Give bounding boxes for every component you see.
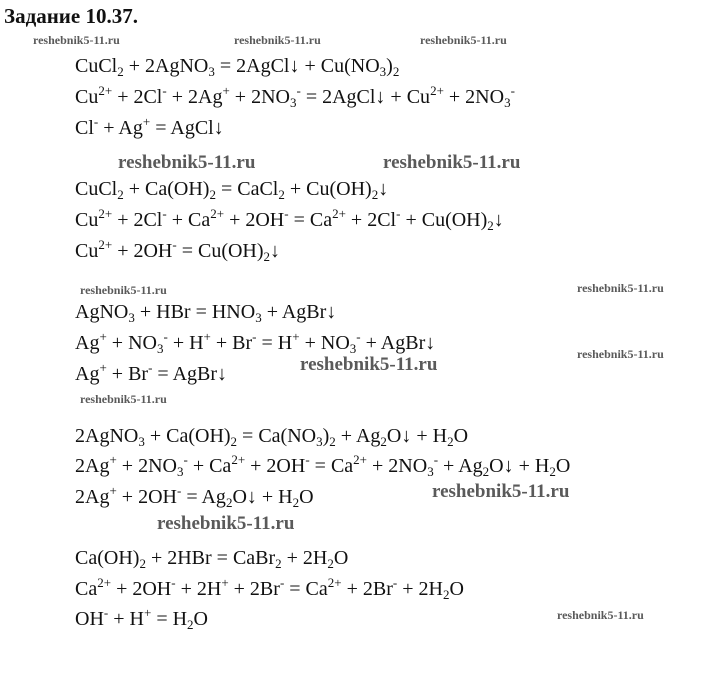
superscript: -: [103, 605, 109, 620]
equation-text: = H: [256, 332, 293, 354]
equation-text: + 2Cl: [112, 209, 163, 231]
task-title: Задание 10.37.: [4, 4, 138, 28]
subscript: 2: [117, 187, 124, 202]
superscript: -: [162, 83, 167, 98]
equation-text: + 2Br: [228, 578, 280, 600]
equation-text: O: [453, 425, 469, 447]
equation-text: = Ag: [181, 486, 226, 508]
superscript: +: [143, 605, 152, 620]
equation-text: ): [322, 425, 330, 447]
equation-line: [75, 362, 227, 386]
equation-text: + 2NO: [116, 455, 177, 477]
superscript: 2+: [210, 206, 225, 221]
superscript: -: [172, 237, 177, 252]
equation-text: ↓: [493, 209, 504, 231]
subscript: 2: [549, 464, 556, 479]
equation-text: 2Ag: [75, 486, 110, 508]
equation-text: CuCl: [75, 55, 118, 77]
equation-line: [75, 239, 280, 263]
superscript: -: [183, 452, 188, 467]
watermark: reshebnik5-11.ru: [300, 354, 438, 375]
equation-text: ↓: [378, 178, 389, 200]
superscript: -: [296, 83, 301, 98]
superscript: -: [356, 329, 361, 344]
watermark: reshebnik5-11.ru: [577, 347, 664, 361]
superscript: 2+: [327, 575, 342, 590]
superscript: +: [203, 329, 211, 344]
equation-text: = Ca: [309, 455, 354, 477]
equation-text: + HBr = HNO: [134, 301, 256, 323]
subscript: 2: [292, 495, 300, 510]
superscript: 2+: [98, 83, 113, 98]
equation-line: [75, 54, 399, 78]
subscript: 3: [255, 310, 262, 325]
equation-text: + 2NO: [443, 86, 505, 108]
equation-text: Ca(OH): [75, 547, 140, 569]
superscript: +: [99, 360, 107, 375]
equation-text: + Ag: [98, 117, 143, 139]
equation-text: = 2AgCl↓ + Cu(NO: [214, 55, 380, 77]
equation-text: + 2OH: [111, 578, 172, 600]
equation-text: + 2H: [175, 578, 222, 600]
equation-line: [75, 85, 515, 109]
equation-text: + Ag: [438, 455, 483, 477]
equation-text: Cu: [75, 209, 99, 231]
equation-text: AgNO: [75, 301, 129, 323]
subscript: 3: [504, 95, 511, 110]
equation-text: + AgBr↓: [261, 301, 337, 323]
superscript: -: [510, 83, 515, 98]
subscript: 3: [156, 341, 164, 356]
subscript: 2: [209, 187, 216, 202]
equation-text: = Cu(OH): [176, 240, 264, 262]
equation-text: = Ca: [288, 209, 333, 231]
equation-text: Ag: [75, 363, 100, 385]
equation-text: + 2Cl: [112, 86, 163, 108]
superscript: -: [171, 575, 176, 590]
subscript: 3: [208, 64, 215, 79]
subscript: 3: [289, 95, 297, 110]
equation-text: 2Ag: [75, 455, 110, 477]
equation-text: O: [193, 608, 208, 630]
watermark: reshebnik5-11.ru: [420, 33, 507, 47]
equation-text: + Ag: [335, 425, 381, 447]
equation-text: O↓ + H: [232, 486, 293, 508]
subscript: 2: [263, 249, 271, 264]
equation-text: ): [386, 55, 393, 77]
equation-line: [75, 546, 348, 570]
watermark: reshebnik5-11.ru: [33, 33, 120, 47]
subscript: 2: [139, 556, 146, 571]
superscript: -: [284, 206, 289, 221]
superscript: -: [148, 360, 153, 375]
subscript: 2: [482, 464, 490, 479]
equation-text: 2AgNO: [75, 425, 139, 447]
equation-text: = AgBr↓: [152, 363, 228, 385]
superscript: -: [279, 575, 285, 590]
superscript: +: [99, 329, 107, 344]
equation-line: [75, 607, 208, 631]
subscript: 2: [442, 587, 450, 602]
watermark: reshebnik5-11.ru: [557, 608, 644, 622]
subscript: 2: [371, 187, 379, 202]
superscript: -: [162, 206, 167, 221]
equation-text: + 2OH: [245, 455, 306, 477]
subscript: 2: [187, 617, 194, 632]
superscript: 2+: [353, 452, 368, 467]
equation-text: O↓ + H: [489, 455, 550, 477]
equation-text: O: [299, 486, 314, 508]
equation-text: + Ca: [166, 209, 211, 231]
equation-text: + 2OH: [112, 240, 173, 262]
equation-line: [75, 300, 336, 324]
equation-text: Ca: [75, 578, 98, 600]
equation-line: [75, 485, 314, 509]
equation-text: + 2AgNO: [123, 55, 209, 77]
equation-text: + 2Br: [341, 578, 393, 600]
watermark: reshebnik5-11.ru: [157, 513, 295, 534]
subscript: 2: [380, 434, 387, 449]
equation-text: + 2H: [281, 547, 328, 569]
subscript: 2: [230, 434, 238, 449]
equation-text: ↓: [270, 240, 281, 262]
equation-text: + Br: [106, 363, 149, 385]
subscript: 2: [225, 495, 233, 510]
subscript: 2: [278, 187, 285, 202]
subscript: 2: [117, 64, 124, 79]
superscript: -: [93, 114, 99, 129]
watermark: reshebnik5-11.ru: [577, 281, 664, 295]
subscript: 3: [349, 341, 357, 356]
subscript: 2: [447, 434, 454, 449]
superscript: -: [433, 452, 439, 467]
equation-text: = 2AgCl↓ + Cu: [300, 86, 431, 108]
equation-text: + 2OH: [116, 486, 177, 508]
equation-line: [75, 208, 504, 232]
equation-text: + 2OH: [224, 209, 285, 231]
subscript: 2: [487, 218, 494, 233]
superscript: +: [142, 114, 151, 129]
superscript: +: [109, 483, 117, 498]
equation-text: CuCl: [75, 178, 118, 200]
equation-text: + 2H: [397, 578, 443, 600]
watermark: reshebnik5-11.ru: [80, 392, 167, 406]
superscript: 2+: [231, 452, 246, 467]
equation-text: O: [333, 547, 349, 569]
watermark: reshebnik5-11.ru: [383, 152, 521, 173]
subscript: 2: [329, 434, 336, 449]
equation-line: [75, 177, 388, 201]
equation-text: + AgBr↓: [360, 332, 436, 354]
subscript: 3: [138, 434, 145, 449]
equation-line: [75, 577, 464, 601]
subscript: 3: [176, 464, 184, 479]
superscript: 2+: [430, 83, 444, 98]
watermark: reshebnik5-11.ru: [118, 152, 256, 173]
equation-text: = CaCl: [215, 178, 279, 200]
equation-text: = H: [151, 608, 188, 630]
subscript: 3: [316, 434, 323, 449]
equation-text: + Cu(OH): [400, 209, 488, 231]
equation-text: + 2NO: [367, 455, 428, 477]
superscript: +: [221, 575, 229, 590]
equation-text: + 2NO: [229, 86, 290, 108]
superscript: 2+: [332, 206, 346, 221]
subscript: 2: [392, 64, 400, 79]
superscript: 2+: [98, 237, 113, 252]
subscript: 2: [275, 556, 282, 571]
superscript: -: [305, 452, 310, 467]
equation-text: Cl: [75, 117, 94, 139]
watermark: reshebnik5-11.ru: [234, 33, 321, 47]
equation-text: Cu: [75, 240, 99, 262]
subscript: 3: [427, 464, 434, 479]
equation-text: + 2Ag: [166, 86, 223, 108]
equation-text: + NO: [106, 332, 157, 354]
equation-text: O: [449, 578, 464, 600]
equation-text: + Ca(OH): [123, 178, 210, 200]
equation-text: + Br: [210, 332, 253, 354]
superscript: +: [109, 452, 117, 467]
equation-text: + Cu(OH): [284, 178, 372, 200]
equation-text: OH: [75, 608, 104, 630]
equation-text: + Ca: [187, 455, 232, 477]
superscript: -: [252, 329, 257, 344]
superscript: -: [176, 483, 182, 498]
subscript: 3: [128, 310, 135, 325]
equation-text: = Ca(NO: [237, 425, 317, 447]
subscript: 2: [327, 556, 334, 571]
equation-text: O↓ + H: [386, 425, 448, 447]
equation-line: [75, 454, 570, 478]
superscript: +: [222, 83, 230, 98]
equation-text: + 2Cl: [345, 209, 397, 231]
equation-text: + 2HBr = CaBr: [145, 547, 276, 569]
superscript: -: [163, 329, 168, 344]
superscript: 2+: [97, 575, 112, 590]
superscript: -: [396, 206, 401, 221]
watermark: reshebnik5-11.ru: [432, 481, 570, 502]
equation-text: + H: [167, 332, 204, 354]
equation-text: Ag: [75, 332, 100, 354]
equation-text: = AgCl↓: [150, 117, 224, 139]
equation-line: [75, 116, 224, 140]
superscript: +: [292, 329, 300, 344]
equation-text: + NO: [299, 332, 350, 354]
equation-text: + Ca(OH): [144, 425, 231, 447]
equation-text: + H: [108, 608, 144, 630]
equation-line: [75, 331, 435, 355]
equation-text: Cu: [75, 86, 99, 108]
subscript: 3: [379, 64, 387, 79]
equation-text: O: [555, 455, 571, 477]
superscript: -: [392, 575, 398, 590]
watermark: reshebnik5-11.ru: [80, 283, 167, 297]
superscript: 2+: [98, 206, 113, 221]
equation-line: [75, 424, 468, 448]
equation-text: = Ca: [284, 578, 328, 600]
